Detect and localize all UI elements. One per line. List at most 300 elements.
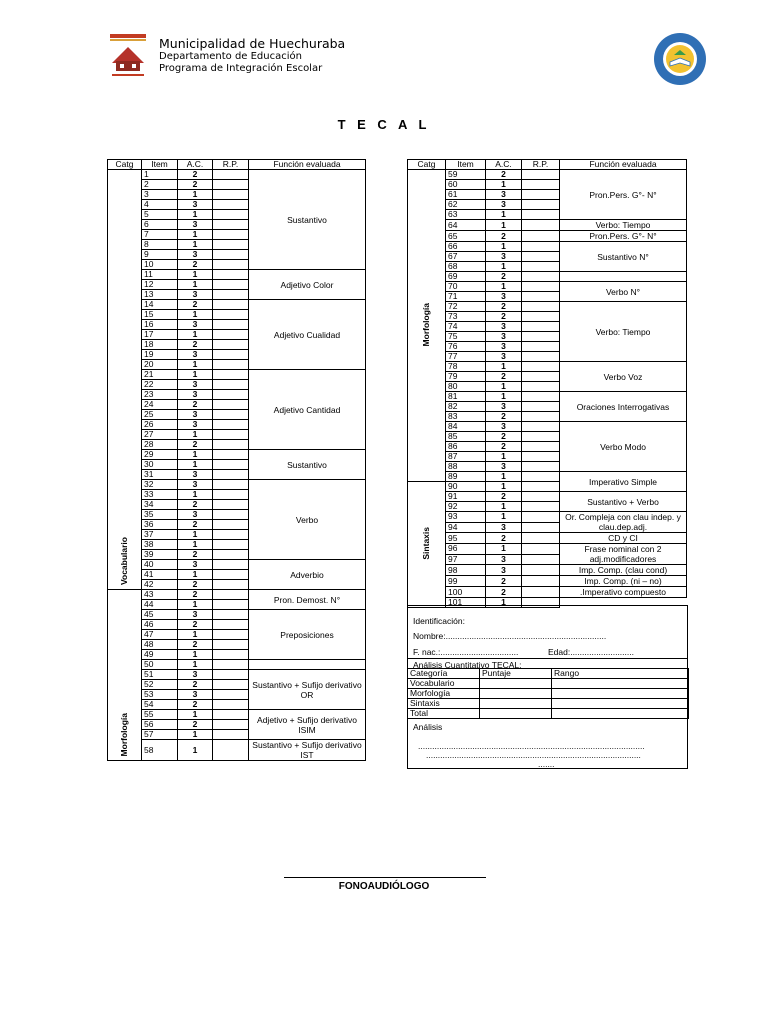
- ac-value: 3: [178, 250, 213, 260]
- item-number: 80: [446, 382, 486, 392]
- table-row: [108, 710, 366, 720]
- table-row: [408, 576, 687, 587]
- item-number: 94: [446, 522, 486, 533]
- rp-cell: [522, 472, 560, 482]
- item-number: 33: [142, 490, 178, 500]
- table-row: [408, 231, 687, 242]
- rp-cell: [213, 510, 249, 520]
- function-cell: Frase nominal con 2 adj.modificadores: [560, 544, 687, 565]
- rp-cell: [213, 450, 249, 460]
- item-number: 39: [142, 550, 178, 560]
- item-number: 54: [142, 700, 178, 710]
- nombre-field: Nombre:....................................................................: [413, 631, 607, 641]
- table-row: [108, 370, 366, 380]
- rp-cell: [213, 260, 249, 270]
- grid-rango: [552, 689, 689, 699]
- rp-cell: [213, 340, 249, 350]
- grid-row: [408, 679, 689, 689]
- ac-value: 2: [178, 680, 213, 690]
- category-cell: [408, 170, 446, 482]
- ac-value: 3: [178, 380, 213, 390]
- item-number: 44: [142, 600, 178, 610]
- rp-cell: [213, 560, 249, 570]
- ac-value: 1: [486, 262, 522, 272]
- column-header: A.C.: [178, 160, 213, 170]
- rp-cell: [213, 320, 249, 330]
- letterhead-text: [159, 36, 345, 75]
- item-number: 67: [446, 252, 486, 262]
- rp-cell: [213, 240, 249, 250]
- ac-value: 1: [486, 502, 522, 512]
- organization-name: Municipalidad de Huechuraba: [159, 36, 346, 51]
- ac-value: 3: [178, 470, 213, 480]
- item-number: 85: [446, 432, 486, 442]
- ac-value: 3: [178, 220, 213, 230]
- item-number: 55: [142, 710, 178, 720]
- rp-cell: [522, 210, 560, 220]
- ac-value: 3: [178, 320, 213, 330]
- rp-cell: [522, 372, 560, 382]
- rp-cell: [522, 352, 560, 362]
- ac-value: 3: [486, 252, 522, 262]
- function-cell: Adjetivo Cualidad: [249, 300, 366, 370]
- rp-cell: [522, 422, 560, 432]
- header-row: [408, 160, 687, 170]
- item-number: 65: [446, 231, 486, 242]
- rp-cell: [522, 231, 560, 242]
- item-number: 47: [142, 630, 178, 640]
- ac-value: 3: [178, 350, 213, 360]
- rp-cell: [213, 650, 249, 660]
- item-number: 29: [142, 450, 178, 460]
- rp-cell: [213, 440, 249, 450]
- item-number: 12: [142, 280, 178, 290]
- grid-row: [408, 699, 689, 709]
- ac-value: 1: [178, 330, 213, 340]
- analisis-line-1: ................................................................................................: [418, 741, 645, 751]
- item-number: 64: [446, 220, 486, 231]
- rp-cell: [522, 442, 560, 452]
- ac-value: 1: [178, 210, 213, 220]
- function-cell: Sustantivo N°: [560, 242, 687, 272]
- rp-cell: [213, 330, 249, 340]
- ac-value: 1: [178, 310, 213, 320]
- item-number: 11: [142, 270, 178, 280]
- item-number: 87: [446, 452, 486, 462]
- function-cell: Adjetivo + Sufijo derivativo ISIM: [249, 710, 366, 740]
- ac-value: 2: [486, 533, 522, 544]
- rp-cell: [213, 620, 249, 630]
- table-row: [108, 660, 366, 670]
- item-number: 76: [446, 342, 486, 352]
- item-number: 3: [142, 190, 178, 200]
- function-cell: Verbo Voz: [560, 362, 687, 392]
- function-cell: Pron.Pers. G°- N°: [560, 231, 687, 242]
- item-number: 24: [142, 400, 178, 410]
- ac-value: 3: [486, 332, 522, 342]
- column-header: Catg: [108, 160, 142, 170]
- item-number: 78: [446, 362, 486, 372]
- ac-value: 1: [178, 370, 213, 380]
- rp-cell: [213, 270, 249, 280]
- table-row: [408, 544, 687, 555]
- function-cell: Sustantivo + Verbo: [560, 492, 687, 512]
- item-number: 4: [142, 200, 178, 210]
- table-row: [408, 302, 687, 312]
- item-number: 91: [446, 492, 486, 502]
- function-cell: Imperativo Simple: [560, 472, 687, 492]
- function-cell: Imp. Comp. (clau cond): [560, 565, 687, 576]
- rp-cell: [213, 630, 249, 640]
- ac-value: 1: [178, 570, 213, 580]
- grid-header: Rango: [552, 669, 689, 679]
- identificacion-label: Identificación:: [413, 616, 465, 626]
- analisis-line-3: .......: [538, 759, 555, 769]
- item-number: 28: [142, 440, 178, 450]
- item-number: 62: [446, 200, 486, 210]
- function-cell: Sustantivo + Sufijo derivativo IST: [249, 740, 366, 761]
- ac-value: 1: [178, 530, 213, 540]
- ac-value: 3: [486, 554, 522, 565]
- ac-value: 2: [178, 590, 213, 600]
- grid-category: Sintaxis: [408, 699, 480, 709]
- ac-value: 1: [178, 740, 213, 761]
- item-number: 37: [142, 530, 178, 540]
- rp-cell: [522, 533, 560, 544]
- item-number: 59: [446, 170, 486, 180]
- ac-value: 2: [178, 640, 213, 650]
- document-title: T E C A L: [337, 117, 431, 132]
- ac-value: 1: [178, 450, 213, 460]
- ac-value: 2: [486, 170, 522, 180]
- rp-cell: [213, 600, 249, 610]
- item-number: 51: [142, 670, 178, 680]
- item-number: 23: [142, 390, 178, 400]
- ac-value: 1: [486, 392, 522, 402]
- item-number: 95: [446, 533, 486, 544]
- ac-value: 3: [178, 420, 213, 430]
- ac-value: 1: [178, 460, 213, 470]
- analisis-line-2: ...........................................................................................: [426, 750, 641, 760]
- ac-value: 1: [178, 190, 213, 200]
- table-row: [408, 533, 687, 544]
- table-row: [408, 220, 687, 231]
- column-header: Item: [142, 160, 178, 170]
- rp-cell: [522, 412, 560, 422]
- rp-cell: [213, 610, 249, 620]
- rp-cell: [522, 242, 560, 252]
- rp-cell: [522, 522, 560, 533]
- ac-value: 3: [178, 560, 213, 570]
- rp-cell: [213, 470, 249, 480]
- ac-value: 3: [178, 290, 213, 300]
- category-label: Morfología: [119, 712, 129, 756]
- table-row: [108, 610, 366, 620]
- column-header: Función evaluada: [560, 160, 687, 170]
- ac-value: 2: [486, 372, 522, 382]
- column-header: Función evaluada: [249, 160, 366, 170]
- category-label: Sintaxis: [421, 527, 431, 560]
- grid-category: Morfología: [408, 689, 480, 699]
- municipality-logo-icon: [108, 33, 148, 79]
- ac-value: 1: [486, 544, 522, 555]
- rp-cell: [522, 170, 560, 180]
- ac-value: 2: [486, 432, 522, 442]
- table-row: [408, 392, 687, 402]
- ac-value: 2: [486, 576, 522, 587]
- table-row: [108, 740, 366, 761]
- ac-value: 1: [178, 630, 213, 640]
- ac-value: 3: [486, 402, 522, 412]
- grid-category: Vocabulario: [408, 679, 480, 689]
- table-row: [108, 170, 366, 180]
- grid-category: Total: [408, 709, 480, 719]
- ac-value: 1: [178, 230, 213, 240]
- rp-cell: [213, 580, 249, 590]
- ac-value: 2: [178, 700, 213, 710]
- table-row: [408, 422, 687, 432]
- function-cell: [249, 660, 366, 670]
- rp-cell: [213, 400, 249, 410]
- item-number: 63: [446, 210, 486, 220]
- ac-value: 3: [178, 200, 213, 210]
- rp-cell: [213, 410, 249, 420]
- item-number: 10: [142, 260, 178, 270]
- item-number: 100: [446, 587, 486, 598]
- function-cell: Verbo Modo: [560, 422, 687, 472]
- ac-value: 2: [486, 302, 522, 312]
- item-number: 53: [142, 690, 178, 700]
- item-number: 35: [142, 510, 178, 520]
- column-header: Item: [446, 160, 486, 170]
- ac-value: 3: [486, 190, 522, 200]
- table-row: [408, 242, 687, 252]
- rp-cell: [522, 512, 560, 523]
- function-cell: Verbo: [249, 480, 366, 560]
- table-row: [108, 450, 366, 460]
- ac-value: 2: [178, 400, 213, 410]
- ac-value: 2: [178, 170, 213, 180]
- item-number: 46: [142, 620, 178, 630]
- item-number: 50: [142, 660, 178, 670]
- item-number: 86: [446, 442, 486, 452]
- left-score-table: [107, 159, 366, 761]
- ac-value: 3: [486, 422, 522, 432]
- rp-cell: [213, 430, 249, 440]
- item-number: 22: [142, 380, 178, 390]
- item-number: 27: [142, 430, 178, 440]
- function-cell: Adverbio: [249, 560, 366, 590]
- ac-value: 3: [486, 322, 522, 332]
- rp-cell: [522, 272, 560, 282]
- function-cell: Preposiciones: [249, 610, 366, 660]
- item-number: 5: [142, 210, 178, 220]
- ac-value: 1: [178, 270, 213, 280]
- ac-value: 1: [486, 220, 522, 231]
- item-number: 14: [142, 300, 178, 310]
- ac-value: 1: [178, 600, 213, 610]
- rp-cell: [522, 190, 560, 200]
- table-row: [408, 565, 687, 576]
- rp-cell: [213, 690, 249, 700]
- item-number: 58: [142, 740, 178, 761]
- rp-cell: [522, 180, 560, 190]
- item-number: 17: [142, 330, 178, 340]
- signature-label: FONOAUDIÓLOGO: [338, 881, 430, 892]
- edad-field: Edad:...........................: [548, 647, 634, 657]
- ac-value: 2: [486, 412, 522, 422]
- grid-header: Puntaje: [480, 669, 552, 679]
- column-header: Catg: [408, 160, 446, 170]
- item-number: 6: [142, 220, 178, 230]
- rp-cell: [522, 252, 560, 262]
- function-cell: Sustantivo + Sufijo derivativo OR: [249, 670, 366, 710]
- ac-value: 3: [178, 690, 213, 700]
- ac-value: 1: [486, 282, 522, 292]
- table-row: [108, 300, 366, 310]
- analisis-label: Análisis: [413, 722, 443, 732]
- grid-rango: [552, 679, 689, 689]
- item-number: 34: [142, 500, 178, 510]
- table-row: [108, 480, 366, 490]
- rp-cell: [213, 300, 249, 310]
- ac-value: 1: [486, 598, 522, 608]
- rp-cell: [213, 280, 249, 290]
- item-number: 49: [142, 650, 178, 660]
- ac-value: 2: [486, 231, 522, 242]
- table-row: [108, 270, 366, 280]
- item-number: 70: [446, 282, 486, 292]
- table-row: [408, 587, 687, 598]
- rp-cell: [522, 262, 560, 272]
- ac-value: 1: [486, 512, 522, 523]
- rp-cell: [522, 312, 560, 322]
- rp-cell: [213, 170, 249, 180]
- category-label: Vocabulario: [119, 536, 129, 585]
- rp-cell: [213, 230, 249, 240]
- item-number: 36: [142, 520, 178, 530]
- ac-value: 2: [486, 492, 522, 502]
- function-cell: Imp. Comp. (ni – no): [560, 576, 687, 587]
- rp-cell: [213, 370, 249, 380]
- rp-cell: [522, 576, 560, 587]
- ac-value: 1: [178, 490, 213, 500]
- tecal-score-grid: [407, 668, 689, 719]
- column-header: R.P.: [213, 160, 249, 170]
- grid-row: [408, 689, 689, 699]
- table-row: [408, 512, 687, 523]
- item-number: 68: [446, 262, 486, 272]
- item-number: 31: [142, 470, 178, 480]
- rp-cell: [213, 550, 249, 560]
- grid-rango: [552, 709, 689, 719]
- ac-value: 3: [486, 200, 522, 210]
- ac-value: 3: [178, 510, 213, 520]
- item-number: 9: [142, 250, 178, 260]
- function-cell: Adjetivo Color: [249, 270, 366, 300]
- item-number: 2: [142, 180, 178, 190]
- item-number: 99: [446, 576, 486, 587]
- item-number: 13: [142, 290, 178, 300]
- item-number: 25: [142, 410, 178, 420]
- signature-line: [284, 877, 486, 878]
- item-number: 74: [446, 322, 486, 332]
- ac-value: 3: [178, 480, 213, 490]
- rp-cell: [522, 282, 560, 292]
- ac-value: 3: [486, 522, 522, 533]
- table-row: [108, 590, 366, 600]
- rp-cell: [213, 730, 249, 740]
- item-number: 7: [142, 230, 178, 240]
- right-score-table: [407, 159, 687, 608]
- ac-value: 3: [178, 670, 213, 680]
- rp-cell: [213, 250, 249, 260]
- letterhead: [108, 33, 708, 83]
- table-row: [408, 472, 687, 482]
- ac-value: 1: [178, 240, 213, 250]
- ac-value: 2: [486, 272, 522, 282]
- category-cell: [108, 170, 142, 590]
- rp-cell: [213, 210, 249, 220]
- ac-value: 1: [486, 452, 522, 462]
- rp-cell: [522, 332, 560, 342]
- rp-cell: [522, 382, 560, 392]
- rp-cell: [213, 680, 249, 690]
- ac-value: 3: [486, 352, 522, 362]
- rp-cell: [213, 360, 249, 370]
- rp-cell: [213, 350, 249, 360]
- rp-cell: [213, 710, 249, 720]
- item-number: 18: [142, 340, 178, 350]
- item-number: 89: [446, 472, 486, 482]
- school-seal-icon: [652, 31, 708, 87]
- item-number: 69: [446, 272, 486, 282]
- item-number: 30: [142, 460, 178, 470]
- ac-value: 2: [178, 500, 213, 510]
- rp-cell: [522, 342, 560, 352]
- item-number: 45: [142, 610, 178, 620]
- ac-value: 1: [178, 650, 213, 660]
- item-number: 72: [446, 302, 486, 312]
- ac-value: 3: [178, 410, 213, 420]
- function-cell: Pron.Pers. G°- N°: [560, 170, 687, 220]
- function-cell: Adjetivo Cantidad: [249, 370, 366, 450]
- ac-value: 1: [486, 242, 522, 252]
- column-header: A.C.: [486, 160, 522, 170]
- item-number: 83: [446, 412, 486, 422]
- table-row: [408, 170, 687, 180]
- item-number: 73: [446, 312, 486, 322]
- rp-cell: [522, 554, 560, 565]
- item-number: 26: [142, 420, 178, 430]
- ac-value: 1: [178, 730, 213, 740]
- rp-cell: [213, 700, 249, 710]
- ac-value: 2: [178, 620, 213, 630]
- item-number: 20: [142, 360, 178, 370]
- item-number: 38: [142, 540, 178, 550]
- rp-cell: [522, 292, 560, 302]
- ac-value: 3: [486, 565, 522, 576]
- fnac-field: F. nac.:.................................: [413, 647, 519, 657]
- item-number: 32: [142, 480, 178, 490]
- item-number: 41: [142, 570, 178, 580]
- item-number: 81: [446, 392, 486, 402]
- function-cell: CD y CI: [560, 533, 687, 544]
- item-number: 79: [446, 372, 486, 382]
- item-number: 8: [142, 240, 178, 250]
- ac-value: 1: [486, 180, 522, 190]
- rp-cell: [213, 590, 249, 600]
